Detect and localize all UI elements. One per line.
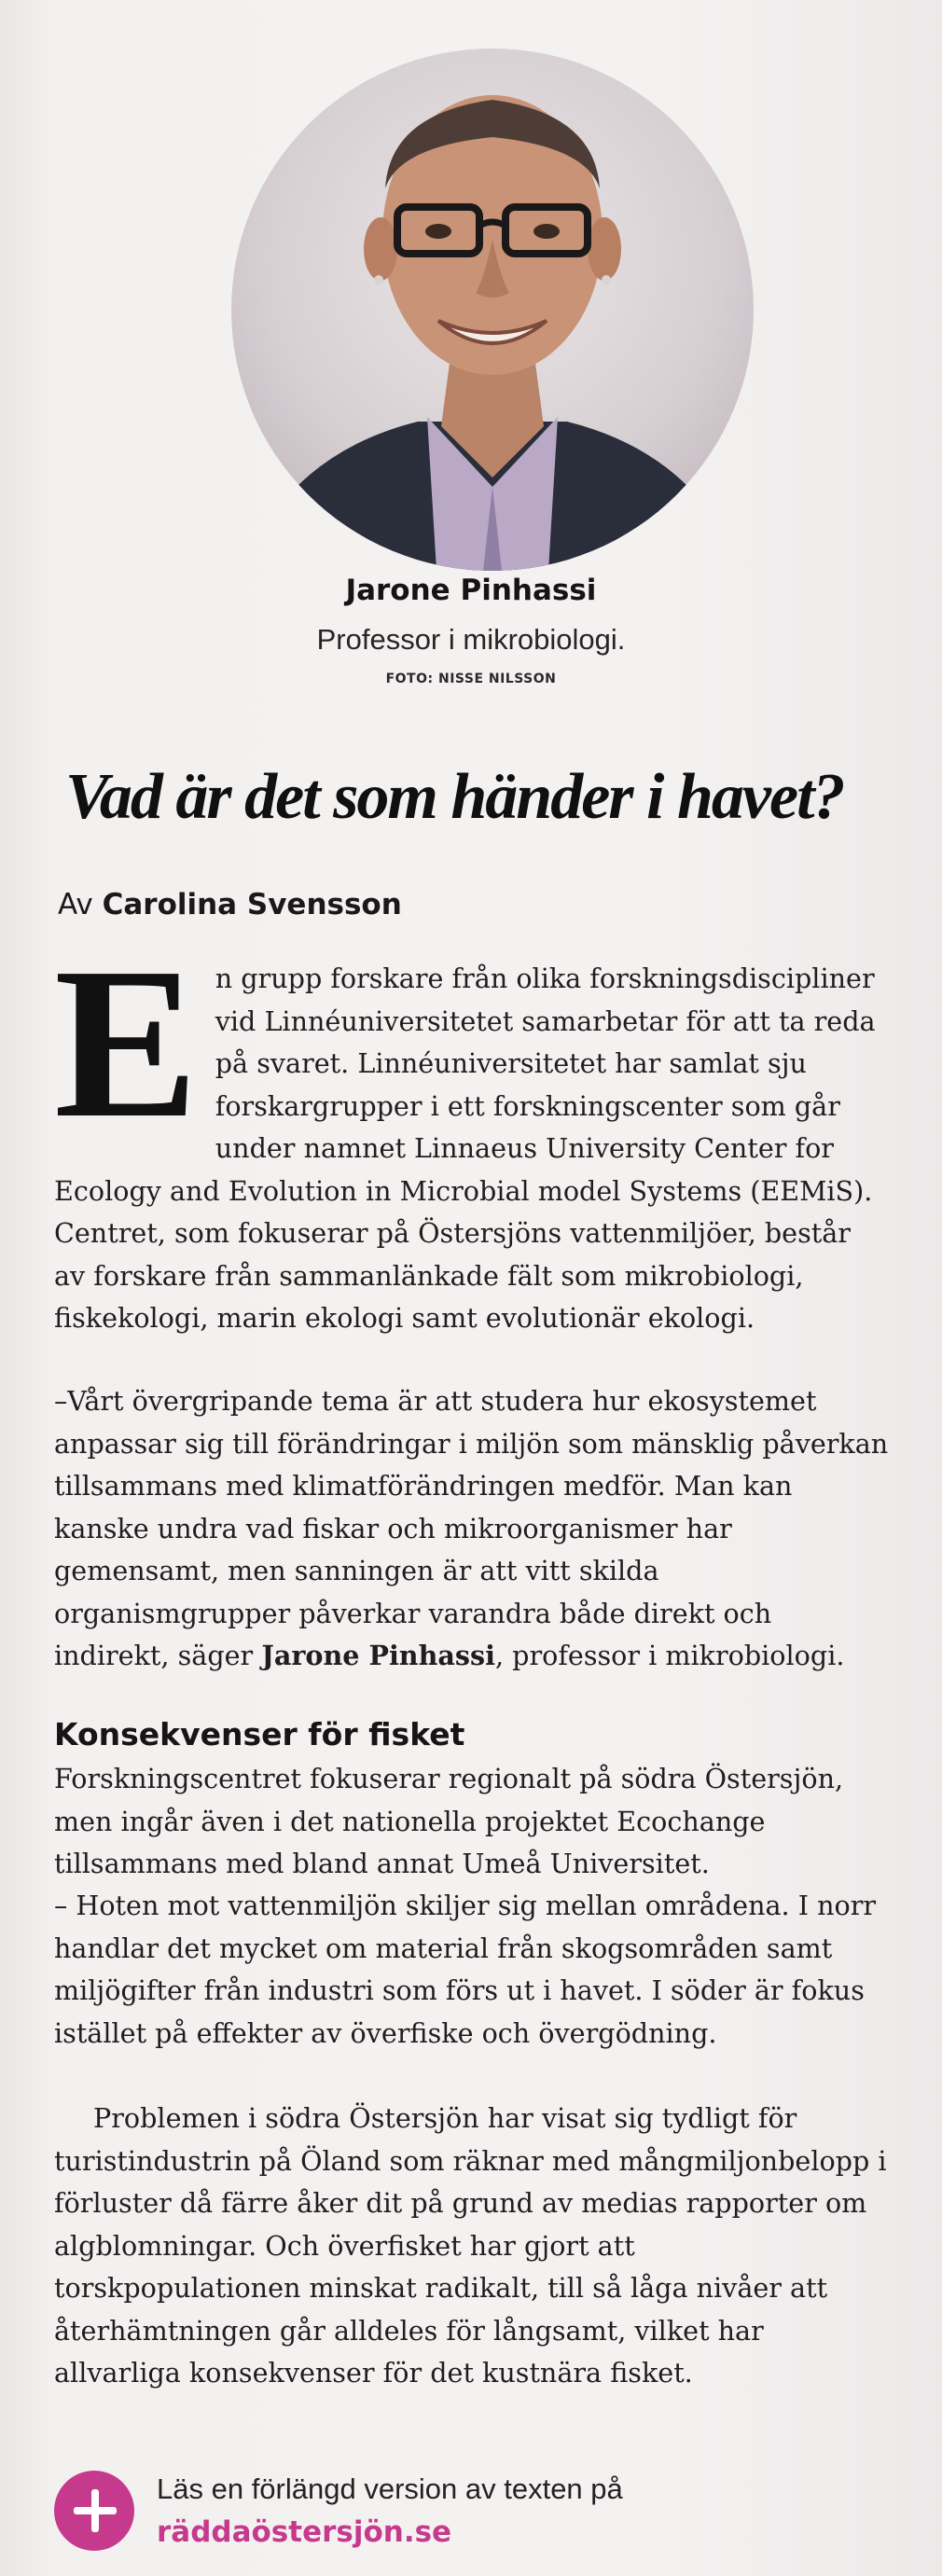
paragraph-2-text: –Vårt övergripande tema är att studera hur ekosystemet anpassar sig till förändringar i miljön som mänsklig påverkan tillsammans med klimatförändringen medför. Man kan kanske undra vad fiskar och mikroorganismer har gemensamt, men sanningen är att vitt skilda organismgrupper påverkar varandra både direkt och indirekt, säger	[54, 1385, 889, 1671]
byline-author: Carolina Svensson	[102, 888, 402, 921]
article-headline: Vad är det som händer i havet?	[65, 761, 844, 833]
byline-prefix: Av	[58, 888, 93, 921]
paragraph-4: – Hoten mot vattenmiljön skiljer sig mellan områdena. I norr handlar det mycket om material från skogsområden samt miljögifter från industri som förs ut i havet. I söder är fokus istället på effekter av överfiske och övergödning.	[54, 1890, 877, 2049]
paragraph-5: Problemen i södra Östersjön har visat sig tydligt för turistindustrin på Öland som räknar med mångmiljonbelopp i förluster då färre åker dit på grund av medias rapporter om algblomningar. Och överfisket har gjort att torskpopulationen minskat radikalt, till så låga nivåer att återhämtningen går alldeles för långsamt, vilket har allvarliga konsekvenser för det kustnära fisket.	[54, 2102, 887, 2389]
promo-link[interactable]: räddaöstersjön.se	[157, 2515, 452, 2549]
plus-icon[interactable]	[54, 2471, 134, 2551]
paragraph-1-text: n grupp forskare från olika forskningsdiscipliner vid Linnéuniversitetet samarbetar för att ta reda på svaret. Linnéuniversitetet har samlat sju forskargrupper i ett forskningscenter som går under namnet Linnaeus University Center for Ecology and Evolution in Microbial model Systems (EEMiS). Centret, som fokuserar på Östersjöns vattenmiljöer, består av forskare från sammanlänkade fält som mikrobiologi, fiskekologi, marin ekologi samt evolutionär ekologi.	[54, 963, 876, 1334]
portrait-illustration	[231, 48, 754, 571]
drop-cap: E	[54, 923, 199, 1163]
paragraph-2-tail: , professor i mikrobiologi.	[494, 1640, 845, 1671]
quoted-person-name: Jarone Pinhassi	[261, 1640, 495, 1671]
photo-caption-title: Professor i mikrobiologi.	[316, 623, 626, 656]
paragraph-1	[54, 923, 889, 1340]
section-subheading: Konsekvenser för fisket	[54, 1716, 465, 1752]
paragraph-3: Forskningscentret fokuserar regionalt på södra Östersjön, men ingår även i det nationella projektet Ecochange tillsammans med bland annat Umeå Universitet.	[54, 1763, 844, 1879]
byline	[58, 888, 402, 921]
photo-caption-name: Jarone Pinhassi	[345, 574, 597, 607]
paragraph-2	[54, 1380, 889, 1678]
photo-credit: FOTO: NISSE NILSSON	[385, 672, 557, 686]
portrait-photo	[231, 48, 754, 571]
promo-text: Läs en förlängd version av texten på	[157, 2472, 623, 2505]
